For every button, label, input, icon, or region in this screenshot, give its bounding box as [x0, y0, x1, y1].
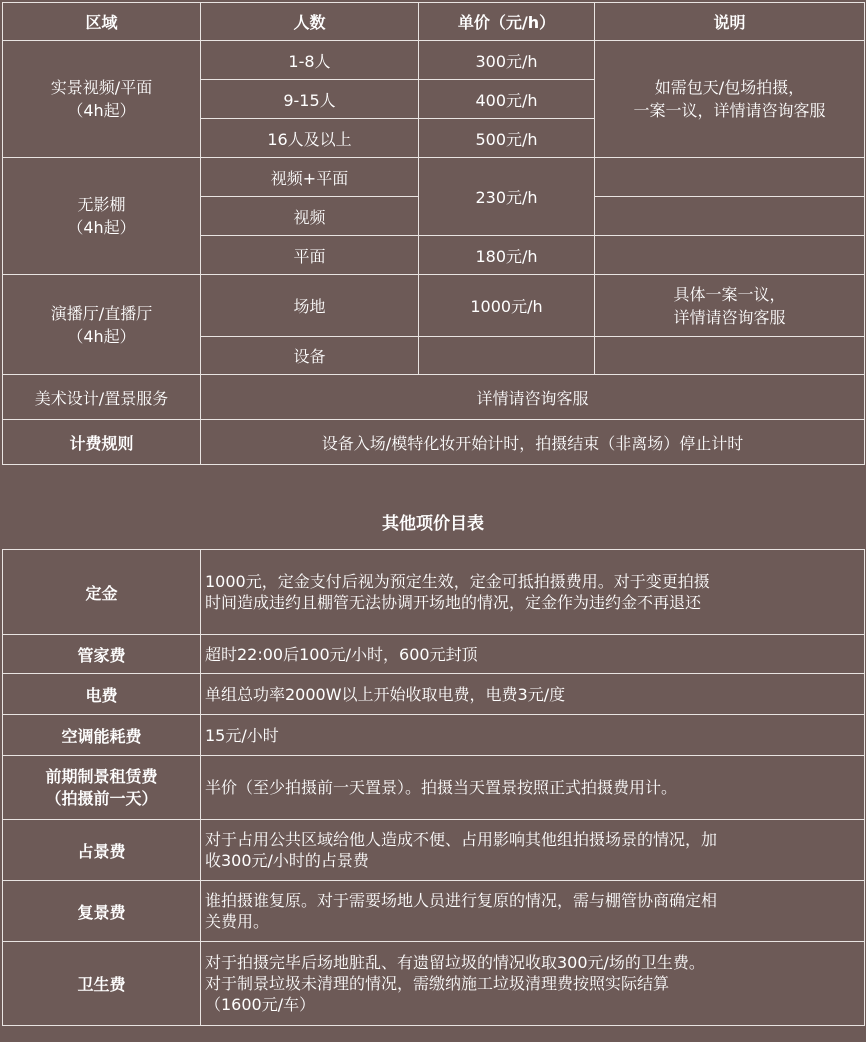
people-cell: 场地: [201, 275, 419, 337]
people-cell: 视频: [201, 197, 419, 236]
header-price: 单价（元/h）: [419, 3, 595, 41]
table-row: [3, 41, 865, 80]
billing-rule-label: 计费规则: [3, 420, 201, 465]
people-cell: 设备: [201, 337, 419, 375]
fee-label-line: 电费: [85, 685, 118, 705]
table-row: [3, 275, 865, 337]
area-cell-broadcast: [3, 275, 201, 375]
section-title: 其他项价目表: [382, 514, 484, 534]
fee-desc-line: 对于拍摄完毕后场地脏乱、有遗留垃圾的情况收取300元/场的卫生费。: [205, 953, 705, 972]
area-name: 演播厅/直播厅: [50, 303, 153, 323]
note-cell-empty: [595, 197, 865, 236]
fee-label-line: 复景费: [77, 902, 126, 922]
header-row: [3, 3, 865, 41]
area-cell-studio: [3, 158, 201, 275]
note-cell-empty: [595, 236, 865, 275]
fee-label: [3, 715, 201, 756]
price-cell: 500元/h: [419, 119, 595, 158]
fee-desc-line: 超时22:00后100元/小时，600元封顶: [205, 644, 478, 664]
fee-desc-line: 收300元/小时的占景费: [205, 851, 369, 870]
fee-desc-line: 时间造成违约且棚管无法协调开场地的情况，定金作为违约金不再退还: [205, 593, 702, 612]
area-cell-live: [3, 41, 201, 158]
area-name: 实景视频/平面: [50, 78, 153, 97]
header-note: 说明: [595, 3, 865, 41]
table-row: [3, 756, 865, 820]
fee-label-line: 空调能耗费: [61, 726, 142, 746]
price-cell: 300元/h: [419, 41, 595, 80]
note-line: 具体一案一议，: [673, 284, 786, 304]
fee-desc-line: （1600元/车）: [205, 995, 316, 1014]
note-line: 详情请咨询客服: [673, 307, 786, 327]
fee-label-line: 定金: [85, 583, 118, 603]
fee-label: [3, 550, 201, 635]
fee-label: [3, 756, 201, 820]
fee-label: [3, 881, 201, 942]
area-min-hours: （4h起）: [67, 101, 136, 120]
fee-desc: [201, 756, 865, 820]
fee-desc-line: 单组总功率2000W以上开始收取电费，电费3元/度: [205, 684, 566, 704]
note-cell: [595, 41, 865, 158]
art-service-label: 美术设计/置景服务: [3, 375, 201, 420]
people-cell: 16人及以上: [201, 119, 419, 158]
area-min-hours: （4h起）: [67, 218, 136, 237]
fee-label: [3, 820, 201, 881]
people-cell: 视频+平面: [201, 158, 419, 197]
price-cell-empty: [419, 337, 595, 375]
fee-label-line: （拍摄前一天）: [45, 788, 158, 808]
fee-desc: [201, 550, 865, 635]
fee-desc-line: 对于占用公共区域给他人造成不便、占用影响其他组拍摄场景的情况，加: [205, 830, 718, 849]
fee-desc: [201, 881, 865, 942]
fee-desc-line: 对于制景垃圾未清理的情况，需缴纳施工垃圾清理费按照实际结算: [205, 974, 670, 993]
price-cell: 180元/h: [419, 236, 595, 275]
header-people: 人数: [201, 3, 419, 41]
note-line: 一案一议，详情请咨询客服: [633, 101, 826, 120]
table-row: [3, 375, 865, 420]
pricing-table: [2, 2, 865, 465]
table-row: [3, 420, 865, 465]
fee-desc: [201, 635, 865, 674]
billing-rule-value: 设备入场/模特化妆开始计时，拍摄结束（非离场）停止计时: [201, 420, 865, 465]
header-area: 区域: [3, 3, 201, 41]
table-row: [3, 550, 865, 635]
fee-desc-line: 谁拍摄谁复原。对于需要场地人员进行复原的情况，需与棚管协商确定相: [205, 891, 718, 910]
fee-label: [3, 674, 201, 715]
price-cell: 230元/h: [419, 158, 595, 236]
fee-label: [3, 942, 201, 1026]
table-row: [3, 881, 865, 942]
price-cell: 400元/h: [419, 80, 595, 119]
other-fees-table: [2, 549, 865, 1026]
fee-desc: [201, 674, 865, 715]
people-cell: 1-8人: [201, 41, 419, 80]
fee-desc: [201, 820, 865, 881]
art-service-value: 详情请咨询客服: [201, 375, 865, 420]
table-row: [3, 158, 865, 197]
note-cell: [595, 275, 865, 337]
table-row: [3, 715, 865, 756]
fee-desc-line: 关费用。: [205, 912, 270, 931]
table-row: [3, 820, 865, 881]
table-row: [3, 635, 865, 674]
fee-desc: [201, 715, 865, 756]
table-row: [3, 674, 865, 715]
fee-label-line: 占景费: [77, 841, 126, 861]
price-cell: 1000元/h: [419, 275, 595, 337]
area-min-hours: （4h起）: [67, 326, 136, 346]
fee-desc: [201, 942, 865, 1026]
fee-label-line: 卫生费: [77, 975, 126, 994]
fee-desc-line: 半价（至少拍摄前一天置景）。拍摄当天置景按照正式拍摄费用计。: [205, 778, 678, 797]
fee-label-line: 管家费: [77, 645, 126, 665]
note-cell-empty: [595, 158, 865, 197]
fee-desc-line: 15元/小时: [205, 725, 279, 745]
people-cell: 9-15人: [201, 80, 419, 119]
area-name: 无影棚: [77, 195, 126, 214]
fee-label: [3, 635, 201, 674]
fee-label-line: 前期制景租赁费: [45, 766, 158, 786]
note-line: 如需包天/包场拍摄，: [654, 78, 805, 97]
fee-desc-line: 1000元，定金支付后视为预定生效，定金可抵拍摄费用。对于变更拍摄: [205, 572, 710, 591]
note-cell-empty: [595, 337, 865, 375]
people-cell: 平面: [201, 236, 419, 275]
table-row: [3, 942, 865, 1026]
